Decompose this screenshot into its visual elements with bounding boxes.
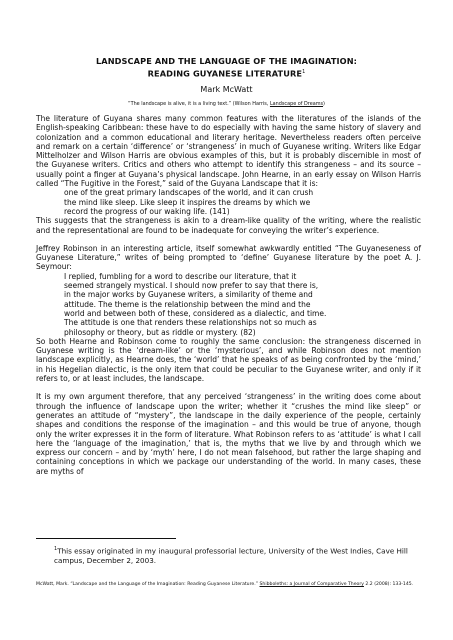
citation bbox=[36, 582, 416, 588]
quote-line: I replied, fumbling for a word to describe our literature, that it bbox=[64, 271, 297, 281]
epigraph bbox=[40, 101, 413, 107]
body-text bbox=[36, 114, 421, 476]
paragraph-2: Jeffrey Robinson in an interesting article, itself somewhat awkwardly entitled “The Guyaneseness of Guyanese Literature,” writes of being prompted to ‘define’ Guyanese literature by the poet A. J. Seymour: bbox=[36, 243, 421, 272]
citation-suffix: 2.2 (2008): 133-145. bbox=[363, 582, 414, 587]
title-line-2-text: READING GUYANESE LITERATURE bbox=[147, 68, 303, 79]
block-quote-seymour bbox=[64, 272, 421, 337]
quote-line: philosophy or theory, but as riddle or mystery. (82) bbox=[64, 327, 256, 337]
citation-prefix: McWatt, Mark. “Landscape and the Language of the Imagination: Reading Guyanese Literature.” bbox=[36, 582, 260, 587]
paragraph-3: It is my own argument therefore, that any perceived ‘strangeness’ in the writing does come about through the influence of landscape upon the writer; whether it “crushes the mind like sleep” or generates an attitude of “mystery”, the landscape in the daily experience of the people, certainly shapes and conditions the response of the imagination – and this would be true of anyone, though only the writer expresses it in the form of literature. What Robinson refers to as ‘attitude’ is what I call here the ‘language of the imagination,’ that is, the myths that we live by and through which we express our concern – and by ‘myth’ here, I do not mean falsehood, but rather the large shaping and containing conceptions in which we package our understanding of the world. In many cases, these are myths of bbox=[36, 392, 421, 476]
quote-line: in the major works by Guyanese writers, a similarity of theme and bbox=[64, 290, 313, 300]
paragraph-2-continuation: So both Hearne and Robinson come to roughly the same conclusion: the strangeness discerned in Guyanese writing is the ‘dream-like’ or the ‘mysterious’, and while Robinson does not mention landscape explicitly, as Hearne does, the ‘world’ that he speaks of as being confronted by the ‘mind,’ in his Hegelian dialectic, is the only item that could be peculiar to the Guyanese writer, and only if it refers to, or at least includes, the landscape. bbox=[36, 336, 421, 384]
quote-line: one of the great primary landscapes of the world, and it can crush bbox=[64, 188, 314, 198]
quote-line: The attitude is one that renders these relationships not so much as bbox=[64, 318, 317, 328]
title-footnote-marker[interactable]: 1 bbox=[302, 69, 306, 75]
quote-line: seemed strangely mystical. I should now prefer to say that there is, bbox=[64, 281, 319, 291]
author-name: Mark McWatt bbox=[200, 85, 253, 94]
title-line-2 bbox=[40, 67, 413, 80]
epigraph-close: ) bbox=[323, 101, 325, 107]
footnote-text: This essay originated in my inaugural professorial lecture, University of the West Indies, Cave Hill campus, December 2, 2003. bbox=[54, 546, 408, 565]
quote-line: world and between both of these, considered as a dialectic, and time. bbox=[64, 308, 327, 318]
epigraph-quote: “The landscape is alive, it is a living text.” (Wilson Harris, bbox=[128, 101, 269, 107]
paragraph-1: The literature of Guyana shares many common features with the literatures of the islands of the English-speaking Caribbean: these have to do especially with having the same history of slavery and colonization and a common educational and literary heritage. Nevertheless readers often perceive and remark on a certain ‘difference’ or ‘strangeness’ in much of Guyanese writing. Writers like Edgar Mittelholzer and Wilson Harris are obvious examples of this, but it is probably discernible in most of the Guyanese writers. Critics and others who attempt to identify this strangeness – and its source – usually point a finger at Guyana’s physical landscape. John Hearne, in an early essay on Wilson Harris called “The Fugitive in the Forest,” said of the Guyana Landscape that it is: bbox=[36, 114, 421, 189]
footnote-divider bbox=[36, 538, 176, 539]
article-title bbox=[40, 56, 413, 80]
block-quote-hearne bbox=[64, 188, 421, 216]
quote-line: record the progress of our waking life. (141) bbox=[64, 206, 230, 216]
epigraph-source: Landscape of Dreams bbox=[269, 101, 324, 107]
footnote bbox=[54, 545, 414, 565]
paragraph-1-continuation: This suggests that the strangeness is akin to a dream-like quality of the writing, where the realistic and the representational are found to be inadequate for conveying the writer’s experience. bbox=[36, 216, 421, 235]
title-line-1: LANDSCAPE AND THE LANGUAGE OF THE IMAGINATION: bbox=[95, 56, 358, 66]
quote-line: attitude. The theme is the relationship between the mind and the bbox=[64, 299, 311, 309]
citation-journal[interactable]: Shibboleths: a Journal of Comparative Theory bbox=[259, 582, 364, 587]
footnote-marker: 1 bbox=[54, 546, 58, 552]
quote-line: the mind like sleep. Like sleep it inspires the dreams by which we bbox=[64, 197, 311, 207]
